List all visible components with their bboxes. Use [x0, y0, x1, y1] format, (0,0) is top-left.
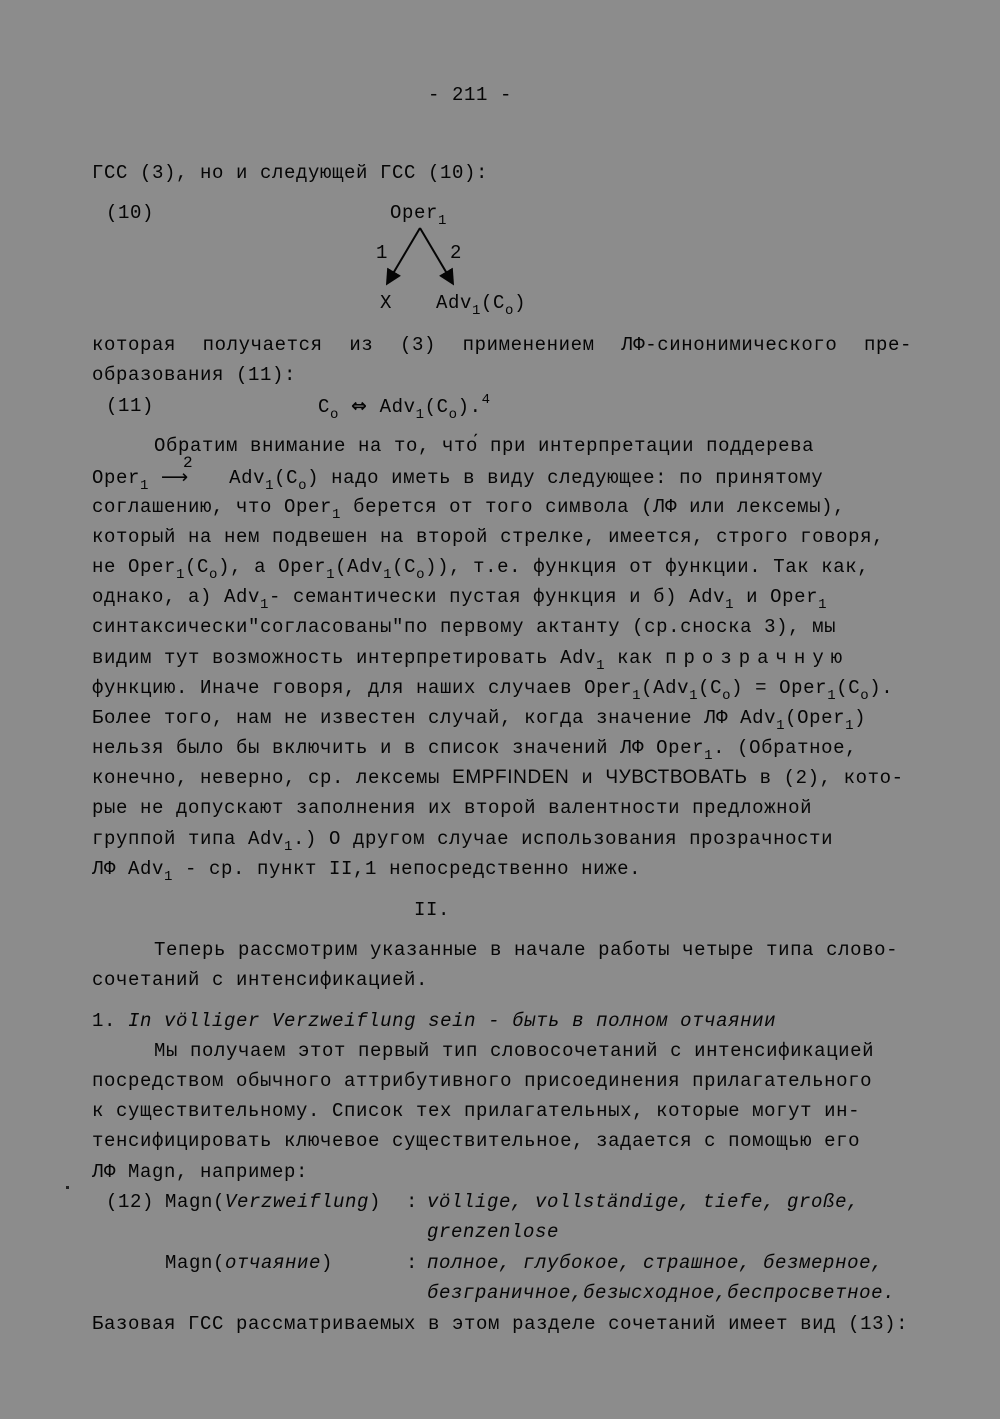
- example-label: (12): [106, 1191, 155, 1213]
- text-line: которая получается из (3) применением ЛФ-синонимического пре-: [92, 334, 912, 356]
- text-line: тенсифицировать ключевое существительное, задается с помощью его: [92, 1130, 861, 1152]
- text-line: соглашению, что Oper$_1$ берется от того символа (ЛФ или лексемы),: [92, 496, 846, 523]
- lexeme-caps: EMPFINDEN: [452, 767, 570, 788]
- footnote-marker: 4: [481, 392, 491, 408]
- text-line: ЛФ Magn, например:: [92, 1161, 309, 1183]
- text-line: однако, а) Adv$_1$- семантически пустая функция и б) Adv$_1$ и Oper$_1$: [92, 586, 828, 613]
- text-line: нельзя было бы включить и в список значений ЛФ Oper$_1$. (Обратное,: [92, 737, 858, 764]
- text-line: видим тут возможность интерпретировать Adv$_1$ как прозрачную: [92, 647, 850, 674]
- colon: :: [406, 1252, 419, 1274]
- text-line: конечно, неверно, ср. лексемы EMPFINDEN и ЧУВСТВОВАТЬ в (2), кото-: [92, 767, 904, 789]
- text-line: Мы получаем этот первый тип словосочетаний с интенсификацией: [154, 1040, 875, 1062]
- example-label: (10): [106, 202, 155, 224]
- subsection-title: 1. In völliger Verzweiflung sein - быть в полном отчаянии: [92, 1010, 777, 1032]
- text-line: Обратим внимание на то, что́ при интерпретации поддерева: [154, 435, 815, 457]
- text-line: посредством обычного аттрибутивного присоединения прилагательного: [92, 1070, 873, 1092]
- text-line: синтаксически"согласованы"по первому актанту (ср.сноска 3), мы: [92, 616, 837, 638]
- speck: [66, 1186, 69, 1189]
- example-label: (11): [106, 395, 155, 417]
- text-line: не $Oper_1(C_o)$, а $Oper_1(Adv_1(C_o))$, т.е. функция от функции. Так как,: [92, 556, 870, 583]
- text-line: образования (11):: [92, 364, 297, 386]
- text-line: Oper$_1$ 2 ⟶ $Adv_1(C_o)$ надо иметь в виду следующее: по принятому: [92, 454, 824, 494]
- lexeme-caps: ЧУВСТВОВАТЬ: [605, 767, 748, 788]
- arc-label: 1: [376, 242, 389, 264]
- colon: :: [406, 1191, 419, 1213]
- tree-node-right: $Adv_1(C_o)$: [436, 292, 527, 319]
- magn-values: полное, глубокое, страшное, безмерное,: [427, 1252, 884, 1274]
- tree-node-left: X: [380, 292, 393, 314]
- tree-root: Oper$_1$: [390, 202, 448, 229]
- text-line: который на нем подвешен на второй стрелке, имеется, строго говоря,: [92, 526, 885, 548]
- formula: $C_o$ ⇔ $Adv_1(C_o).^4$: [318, 392, 491, 423]
- section-heading: II.: [414, 899, 451, 921]
- text-line: функцию. Иначе говоря, для наших случаев $Oper_1(Adv_1(C_o)$ = $Oper_1(C_o)$.: [92, 677, 894, 704]
- text-line: группой типа Adv$_1$.) О другом случае использования прозрачности: [92, 828, 834, 855]
- text-line: Более того, нам не известен случай, когда значение ЛФ Adv$_1$(Oper$_1$): [92, 707, 867, 734]
- arc-label: 2: [450, 242, 463, 264]
- text-line: сочетаний с интенсификацией.: [92, 969, 429, 991]
- magn-entry: Magn(отчаяние): [165, 1252, 334, 1274]
- text-line: к существительному. Список тех прилагательных, которые могут ин-: [92, 1100, 861, 1122]
- text-line: Теперь рассмотрим указанные в начале работы четыре типа слово-: [154, 939, 899, 961]
- arrow-2: 2 ⟶: [161, 454, 194, 488]
- magn-values: grenzenlose: [427, 1221, 560, 1243]
- page-number: - 211 -: [428, 84, 513, 106]
- text-line: Базовая ГСС рассматриваемых в этом разделе сочетаний имеет вид (13):: [92, 1313, 909, 1335]
- magn-entry: Magn(Verzweiflung): [165, 1191, 382, 1213]
- magn-values: безграничное,безысходное,беспросветное.: [427, 1282, 896, 1304]
- spaced-emphasis: прозрачную: [665, 647, 850, 669]
- text-line: ГСС (3), но и следующей ГСС (10):: [92, 162, 489, 184]
- text-line: ЛФ Adv$_1$ - ср. пункт II,1 непосредственно ниже.: [92, 858, 642, 885]
- magn-values: völlige, vollständige, tiefe, große,: [427, 1191, 860, 1213]
- text-line: рые не допускают заполнения их второй валентности предложной: [92, 797, 813, 819]
